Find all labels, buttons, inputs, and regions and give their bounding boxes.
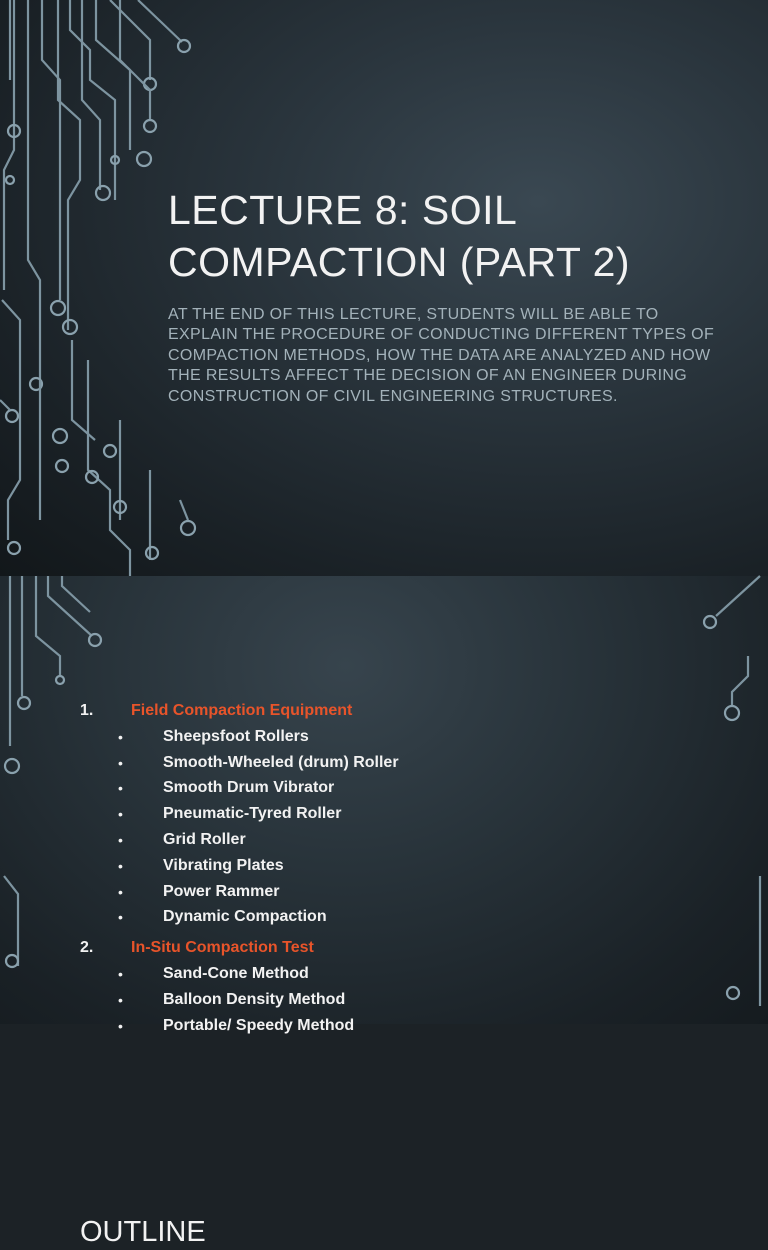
list-item: [0, 801, 768, 827]
section-number: 2.: [80, 939, 94, 957]
list-item: [0, 1013, 768, 1039]
list-item: [0, 987, 768, 1013]
list-item-label: Vibrating Plates: [163, 856, 284, 874]
section-label: Field Compaction Equipment: [131, 702, 353, 719]
list-item-label: Power Rammer: [163, 882, 280, 900]
bullet-icon: •: [118, 857, 123, 874]
list-item: [0, 853, 768, 879]
section-label: In-Situ Compaction Test: [131, 939, 314, 957]
list-item: [0, 961, 768, 987]
lecture-title-line1: LECTURE 8: SOIL: [168, 187, 518, 233]
bullet-icon: •: [118, 780, 123, 797]
bullet-icon: •: [118, 806, 123, 823]
bullet-icon: •: [118, 1017, 123, 1034]
section-number: 1.: [80, 702, 94, 719]
list-item-label: Balloon Density Method: [163, 990, 346, 1008]
bullet-icon: •: [118, 831, 123, 848]
outline-list: [0, 698, 768, 1038]
outline-section: [0, 698, 768, 724]
bullet-icon: •: [118, 754, 123, 771]
bullet-icon: •: [118, 728, 123, 745]
list-item-label: Sand-Cone Method: [163, 964, 309, 982]
list-item-label: Sheepsfoot Rollers: [163, 727, 309, 745]
bullet-icon: •: [118, 991, 123, 1008]
lecture-title-line2: COMPACTION (PART 2): [168, 239, 631, 285]
list-item: [0, 827, 768, 853]
bullet-icon: •: [118, 909, 123, 926]
list-item-label: Dynamic Compaction: [163, 908, 327, 926]
list-item: [0, 879, 768, 905]
list-item: [0, 750, 768, 776]
list-item-label: Smooth Drum Vibrator: [163, 779, 335, 797]
list-item-label: Grid Roller: [163, 830, 246, 848]
list-item-label: Portable/ Speedy Method: [163, 1016, 355, 1034]
list-item: [0, 724, 768, 750]
circuit-decoration-left: [0, 0, 768, 576]
list-item-label: Smooth-Wheeled (drum) Roller: [163, 753, 399, 771]
bullet-icon: •: [118, 965, 123, 982]
lecture-objective: AT THE END OF THIS LECTURE, STUDENTS WILL BE ABLE TO EXPLAIN THE PROCEDURE OF CONDUCTING DIFFERENT TYPES OF COMPACTION METHODS, HOW THE DATA ARE ANALYZED AND HOW THE RESULTS AFFECT THE DECISION OF AN ENGINEER DURING CONSTRUCTION OF CIVIL ENGINEERING STRUCTURES.: [168, 306, 715, 405]
bullet-icon: •: [118, 883, 123, 900]
outline-title: OUTLINE: [80, 1216, 206, 1248]
lecture-title: [168, 184, 748, 288]
slide-title: [0, 0, 768, 576]
list-item: [0, 904, 768, 930]
list-item: [0, 775, 768, 801]
list-item-label: Pneumatic-Tyred Roller: [163, 805, 342, 823]
outline-section: [0, 935, 768, 961]
